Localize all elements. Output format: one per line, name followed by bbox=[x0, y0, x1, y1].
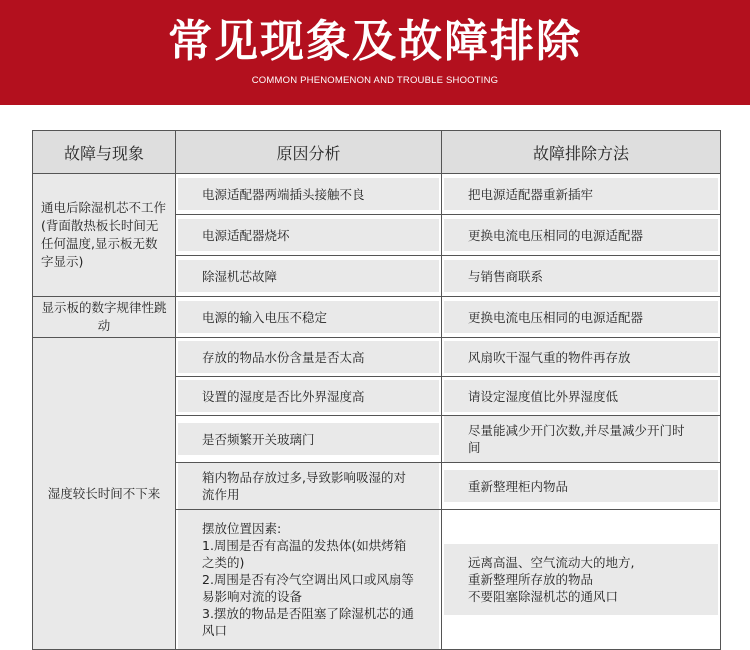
fix-text: 更换电流电压相同的电源适配器 bbox=[444, 301, 718, 333]
cause-text: 设置的湿度是否比外界湿度高 bbox=[178, 380, 439, 412]
cause-text: 电源适配器烧坏 bbox=[178, 219, 439, 251]
table-header-row bbox=[33, 131, 721, 174]
fix-cell bbox=[442, 377, 721, 416]
symptom-text: 显示板的数字规律性跳动 bbox=[41, 300, 167, 333]
symptom-cell bbox=[33, 338, 176, 650]
table-row bbox=[33, 297, 721, 338]
cause-cell bbox=[176, 463, 442, 510]
fix-text: 远离高温、空气流动大的地方, 重新整理所存放的物品 不要阻塞除湿机芯的通风口 bbox=[444, 544, 718, 615]
column-header-fix: 故障排除方法 bbox=[442, 131, 721, 174]
fix-text: 请设定湿度值比外界湿度低 bbox=[444, 380, 718, 412]
cause-cell bbox=[176, 174, 442, 215]
cause-cell bbox=[176, 338, 442, 377]
cause-text: 箱内物品存放过多,导致影响吸湿的对流作用 bbox=[178, 463, 439, 509]
column-header-symptom: 故障与现象 bbox=[33, 131, 176, 174]
fix-text: 重新整理柜内物品 bbox=[444, 470, 718, 502]
cause-cell bbox=[176, 377, 442, 416]
title-banner bbox=[0, 0, 750, 105]
column-header-cause: 原因分析 bbox=[176, 131, 442, 174]
fix-text: 与销售商联系 bbox=[444, 260, 718, 292]
fix-text: 把电源适配器重新插牢 bbox=[444, 178, 718, 210]
cause-cell bbox=[176, 256, 442, 297]
troubleshooting-table bbox=[32, 130, 721, 650]
fix-cell bbox=[442, 510, 721, 650]
fix-text: 更换电流电压相同的电源适配器 bbox=[444, 219, 718, 251]
cause-text: 存放的物品水份含量是否太高 bbox=[178, 341, 439, 373]
fix-cell bbox=[442, 174, 721, 215]
fix-cell bbox=[442, 256, 721, 297]
cause-text: 除湿机芯故障 bbox=[178, 260, 439, 292]
cause-cell bbox=[176, 510, 442, 650]
page-title: 常见现象及故障排除 bbox=[168, 16, 582, 67]
symptom-text: 湿度较长时间不下来 bbox=[47, 485, 161, 501]
symptom-text: 通电后除湿机芯不工作(背面散热板长时间无任何温度,显示板无数字显示) bbox=[41, 200, 167, 269]
table-row bbox=[33, 174, 721, 215]
symptom-cell bbox=[33, 297, 176, 338]
fix-cell bbox=[442, 215, 721, 256]
fix-text: 尽量能减少开门次数,并尽量减少开门时间 bbox=[444, 416, 718, 462]
fix-cell bbox=[442, 416, 721, 463]
cause-text: 是否频繁开关玻璃门 bbox=[178, 423, 439, 455]
page-subtitle: COMMON PHENOMENON AND TROUBLE SHOOTING bbox=[251, 75, 499, 86]
fix-text: 风扇吹干湿气重的物件再存放 bbox=[444, 341, 718, 373]
table-row bbox=[33, 338, 721, 377]
cause-cell bbox=[176, 297, 442, 338]
cause-text: 摆放位置因素: 1.周围是否有高温的发热体(如烘烤箱之类的) 2.周围是否有冷气空调出风口或风扇等易影响对流的设备 3.摆放的物品是否阻塞了除湿机芯的通风口 bbox=[178, 510, 439, 649]
cause-cell bbox=[176, 416, 442, 463]
fix-cell bbox=[442, 297, 721, 338]
fix-cell bbox=[442, 463, 721, 510]
fix-cell bbox=[442, 338, 721, 377]
cause-cell bbox=[176, 215, 442, 256]
cause-text: 电源适配器两端插头接触不良 bbox=[178, 178, 439, 210]
cause-text: 电源的输入电压不稳定 bbox=[178, 301, 439, 333]
symptom-cell bbox=[33, 174, 176, 297]
